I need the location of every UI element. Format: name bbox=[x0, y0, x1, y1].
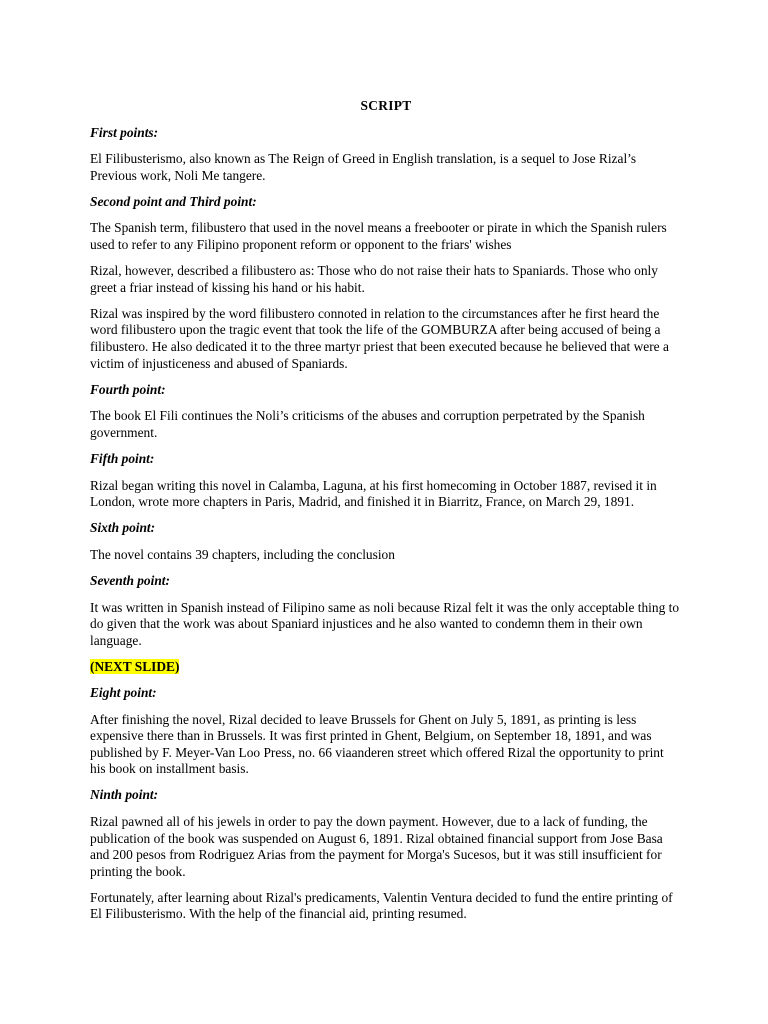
page-title: SCRIPT bbox=[360, 98, 412, 113]
document-body bbox=[90, 98, 682, 933]
section-heading-eight-point: Eight point: bbox=[90, 684, 157, 700]
section-heading-fifth-point: Fifth point: bbox=[90, 451, 155, 466]
section-heading-seventh-point: Seventh point: bbox=[90, 572, 170, 588]
paragraph: The book El Fili continues the Noli’s criticisms of the abuses and corruption perpetrated by the Spanish government. bbox=[90, 408, 645, 440]
paragraph: After finishing the novel, Rizal decided to leave Brussels for Ghent on July 5, 1891, as printing is less expensive there than in Brussels. It was first printed in Ghent, Belgium, on September 18, 1891, and was published by F. Meyer-Van Loo Press, no. 66 viaanderen street which offered Rizal the opportunity to print his book on installment basis. bbox=[90, 711, 664, 777]
paragraph: The Spanish term, filibustero that used in the novel means a freebooter or pirate in which the Spanish rulers used to refer to any Filipino proponent reform or opponent to the friars' wishes bbox=[90, 220, 667, 253]
paragraph: The novel contains 39 chapters, including the conclusion bbox=[90, 546, 395, 562]
section-heading-ninth-point: Ninth point: bbox=[90, 787, 159, 803]
paragraph: Rizal was inspired by the word filibustero connoted in relation to the circumstances after he first heard the word filibustero upon the tragic event that took the life of the GOMBURZA after being accused of being a filibustero. He also dedicated it to the three martyr priest that been executed because he believed that were a victim of injusticeness and abused of Spaniards. bbox=[90, 305, 669, 371]
paragraph: Rizal pawned all of his jewels in order to pay the down payment. However, due to a lack of funding, the publication of the book was suspended on August 6, 1891. Rizal obtained financial support from Jose Basa and 200 pesos from Rodriguez Arias from the payment for Morga's Sucesos, but it was still insufficient for printing the book. bbox=[90, 814, 663, 879]
section-heading-sixth-point: Sixth point: bbox=[90, 520, 156, 536]
section-heading-fourth-point: Fourth point: bbox=[90, 381, 166, 397]
next-slide-marker bbox=[90, 659, 682, 676]
section-heading-first-points: First points: bbox=[90, 124, 159, 140]
section-heading-second-third-point: Second point and Third point: bbox=[90, 193, 257, 209]
paragraph: Rizal, however, described a filibustero as: Those who do not raise their hats to Spaniards. Those who only greet a friar instead of kissing his hand or his habit. bbox=[90, 263, 658, 295]
paragraph: Fortunately, after learning about Rizal's predicaments, Valentin Ventura decided to fund the entire printing of El Filibusterismo. With the help of the financial aid, printing resumed. bbox=[90, 889, 673, 922]
paragraph: It was written in Spanish instead of Filipino same as noli because Rizal felt it was the only acceptable thing to do given that the work was about Spaniard injustices and he also wanted to condemn them in their own language. bbox=[90, 599, 680, 648]
paragraph: El Filibusterismo, also known as The Reign of Greed in English translation, is a sequel to Jose Rizal’s Previous work, Noli Me tangere. bbox=[90, 151, 637, 183]
paragraph: Rizal began writing this novel in Calamba, Laguna, at his first homecoming in October 1887, revised it in London, wrote more chapters in Paris, Madrid, and finished it in Biarritz, France, on March 29, 1891. bbox=[90, 477, 657, 510]
next-slide-highlight: (NEXT SLIDE) bbox=[90, 658, 180, 674]
